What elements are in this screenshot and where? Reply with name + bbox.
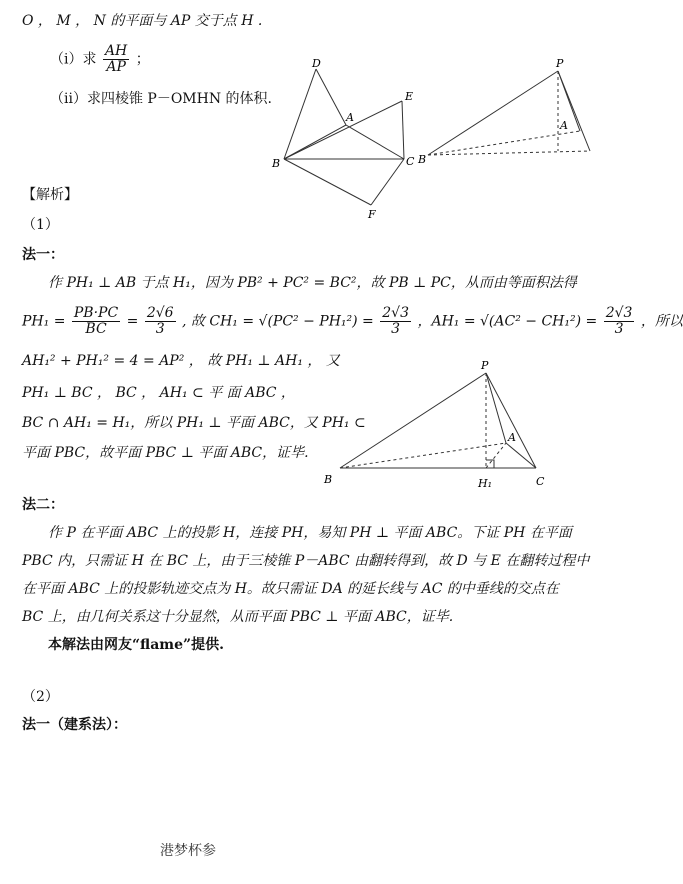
fraction-denominator: 3 xyxy=(155,321,165,337)
text-therefore: ，所以 xyxy=(640,313,683,330)
label-b: B xyxy=(418,153,427,166)
fraction-denominator: BC xyxy=(85,321,107,337)
fraction-2sqrt6-3 xyxy=(145,306,176,337)
edge-fc xyxy=(371,159,404,205)
fraction-denominator: 3 xyxy=(614,321,624,337)
edge-bp xyxy=(340,373,486,468)
fraction-numerator: 2√3 xyxy=(605,305,633,321)
part-1-label: （1） xyxy=(22,217,59,233)
edge-ac xyxy=(506,443,536,468)
figure-pyramid-partial xyxy=(418,55,590,175)
method-2-line-4: BC 上，由几何关系这十分显然，从而平面 PBC ⊥ 平面 ABC，证毕. xyxy=(22,609,454,625)
edge-bp xyxy=(428,71,558,155)
fraction-pb-pc-bc xyxy=(72,306,120,337)
edge-pa xyxy=(486,373,506,443)
label-a: A xyxy=(508,431,516,444)
label-c: C xyxy=(536,475,545,488)
label-a: A xyxy=(346,111,354,124)
method-1-line-4: PH₁ ⊥ BC ， BC ， AH₁ ⊂ 平 面 ABC ， xyxy=(22,385,295,401)
figure-net xyxy=(268,55,418,225)
edge-pc xyxy=(486,373,536,468)
label-b: B xyxy=(324,473,333,486)
label-p: P xyxy=(481,359,489,372)
footer-watermark: 港梦杯参 xyxy=(160,843,216,859)
method-1-line-1: 作 PH₁ ⊥ AB 于点 H₁，因为 PB² + PC² = BC²，故 PB ⊥ PC，从而由等面积法得 xyxy=(48,275,577,291)
fraction-numerator: PB·PC xyxy=(73,305,119,321)
equals-sign: = xyxy=(126,313,139,330)
label-b: B xyxy=(272,157,281,170)
edge-ec xyxy=(402,101,404,159)
part-2-label: （2） xyxy=(22,689,59,705)
edge-ba-dashed xyxy=(428,131,580,155)
fraction-numerator: AH xyxy=(104,43,128,59)
method-2-title: 法二： xyxy=(22,497,64,513)
fraction-denominator: AP xyxy=(106,59,126,75)
fraction-numerator: 2√6 xyxy=(146,305,174,321)
question-i xyxy=(50,44,150,75)
edge-h1a-dashed xyxy=(486,443,506,468)
text-ph1: PH₁ = xyxy=(22,313,66,330)
label-p: P xyxy=(556,57,564,70)
method-1-line-3: AH₁² + PH₁² = 4 = AP² ， 故 PH₁ ⊥ AH₁ ， 又 xyxy=(22,353,340,369)
method-1-line-2 xyxy=(22,306,683,337)
label-c: C xyxy=(406,155,415,168)
figure-pyramid-h1 xyxy=(318,355,558,495)
analysis-header: 【解析】 xyxy=(22,187,78,203)
method-2-line-3: 在平面 ABC 上的投影轨迹交点为 H。故只需证 DA 的延长线与 AC 的中垂线的交点在 xyxy=(22,581,559,597)
label-d: D xyxy=(312,57,321,70)
text-ch1: , 故 CH₁ = √(PC² − PH₁²) = xyxy=(182,313,374,330)
question-ii: （ii）求四棱锥 P－OMHN 的体积. xyxy=(50,91,272,107)
fraction-ah-ap xyxy=(103,44,129,75)
question-i-suffix: ； xyxy=(135,51,150,68)
fraction-2sqrt3-3-b xyxy=(604,306,635,337)
credit-line: 本解法由网友“flame”提供. xyxy=(48,637,224,653)
edge-ac xyxy=(346,125,404,159)
method-1-line-6: 平面 PBC，故平面 PBC ⊥ 平面 ABC，证毕. xyxy=(22,445,309,461)
method-1-line-5: BC ∩ AH₁ = H₁，所以 PH₁ ⊥ 平面 ABC，又 PH₁ ⊂ xyxy=(22,415,366,431)
method-2-line-2: PBC 内，只需证 H 在 BC 上，由于三棱锥 P－ABC 由翻转得到，故 D 与 E 在翻转过程中 xyxy=(22,553,590,569)
method-3-title: 法一（建系法）： xyxy=(22,717,127,733)
fraction-numerator: 2√3 xyxy=(382,305,409,321)
edge-ba-dashed xyxy=(340,443,506,468)
fraction-denominator: 3 xyxy=(391,321,401,337)
label-a: A xyxy=(560,119,568,132)
method-2-line-1: 作 P 在平面 ABC 上的投影 H，连接 PH，易知 PH ⊥ 平面 ABC。下证 PH 在平面 xyxy=(48,525,572,541)
edge-bf xyxy=(284,159,371,205)
label-e: E xyxy=(405,90,414,103)
question-i-prefix: （i）求 xyxy=(50,51,97,68)
text-ah1: ，AH₁ = √(AC² − CH₁²) = xyxy=(417,313,598,330)
method-1-title: 法一： xyxy=(22,247,64,263)
edge-da xyxy=(316,69,346,125)
label-h1: H₁ xyxy=(478,477,493,490)
fraction-2sqrt3-3-a xyxy=(380,306,411,337)
intro-line: O ， M ， N 的平面与 AP 交于点 H . xyxy=(22,13,263,29)
label-f: F xyxy=(368,208,376,221)
